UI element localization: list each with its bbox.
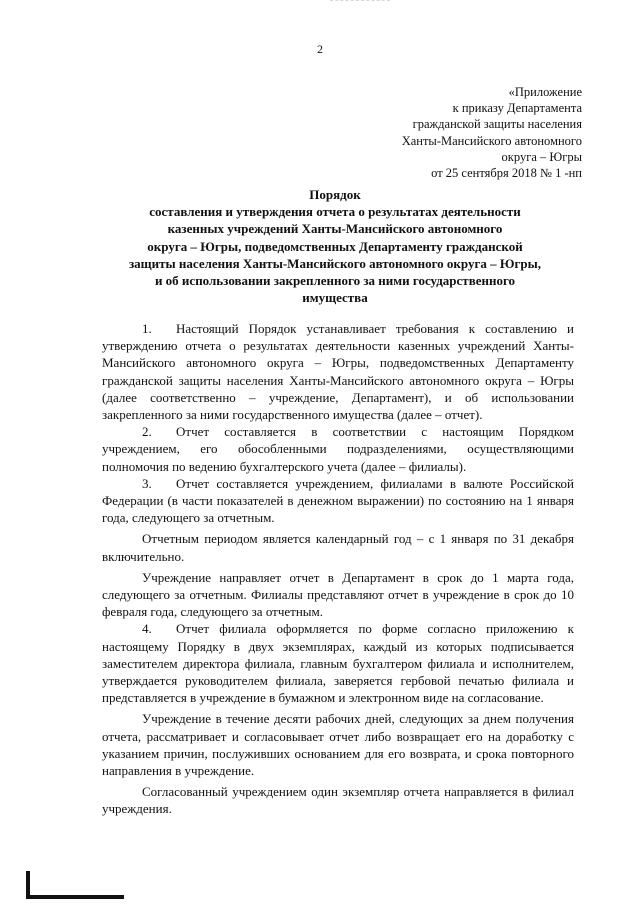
paragraph-text: Отчет составляется в соответствии с настоящим Порядком учреждением, его обособленными подразделениями, осуществляющими полномочия по ведению бухгалтерского учета (далее – филиалы). xyxy=(102,424,574,474)
page-number: 2 xyxy=(317,42,323,56)
title-line: казенных учреждений Ханты-Мансийского автономного xyxy=(167,221,503,237)
appendix-line: «Приложение xyxy=(508,85,582,99)
appendix-reference xyxy=(332,84,582,181)
paragraph-text: Отчет составляется учреждением, филиалами в валюте Российской Федерации (в части показателей в денежном выражении) по состоянию на 1 января года, следующего за отчетным. xyxy=(102,475,574,526)
paragraph-number: 4. xyxy=(142,621,152,637)
appendix-line: Ханты-Мансийского автономного xyxy=(401,133,582,148)
appendix-line: к приказу Департамента xyxy=(452,101,582,116)
paragraph-2 xyxy=(102,423,574,475)
paragraph-1 xyxy=(102,320,574,423)
paragraph-4-review: Учреждение в течение десяти рабочих дней, следующих за днем получения отчета, рассматривает и согласовывает отчет либо возвращает его на доработку с указанием причин, послуживших основанием для его возврата, и срока повторного направления в учреждение. xyxy=(102,711,574,779)
title-line: и об использовании закрепленного за ними государственного xyxy=(154,273,516,289)
title-line: составления и утверждения отчета о результатах деятельности xyxy=(149,204,521,220)
title-line: Порядок xyxy=(309,187,361,202)
scan-artifact xyxy=(330,0,390,15)
title-line: защиты населения Ханты-Мансийского автономного округа – Югры, xyxy=(128,255,542,271)
paragraph-3-reporting-period: Отчетным периодом является календарный год – с 1 января по 31 декабря включительно. xyxy=(102,531,574,564)
title-line: имущества xyxy=(302,290,368,306)
appendix-line: от 25 сентября 2018 № 1 -нп xyxy=(431,166,582,181)
paragraph-number: 3. xyxy=(142,475,152,491)
document-body xyxy=(102,320,574,818)
paragraph-text: Настоящий Порядок устанавливает требования к составлению и утверждению отчета о результатах деятельности казенных учреждений Ханты-Мансийского автономного округа – Югры, подведомственных Департаменту гражданской защиты населения Ханты-Мансийского автономного округа – Югры (далее соответственно – учреждение, Департамент), и об использовании закрепленного за ними государственного имущества (далее – отчет). xyxy=(102,321,574,423)
corner-mark-horizontal xyxy=(26,895,124,899)
scan-corner-mark xyxy=(26,871,124,899)
paragraph-text: Отчет филиала оформляется по форме согласно приложению к настоящему Порядку в двух экземплярах, каждый из которых подписывается заместителем директора филиала, главным бухгалтером филиала и исполнителем, утверждается руководителем филиала, заверяется гербовой печатью филиала и представляется в учреждение в бумажном и электронном виде на согласование. xyxy=(102,621,574,706)
document-title xyxy=(90,186,580,306)
paragraph-number: 1. xyxy=(142,321,152,336)
appendix-line: округа – Югры xyxy=(501,149,582,164)
paragraph-4-approved-copy: Согласованный учреждением один экземпляр отчета направляется в филиал учреждения. xyxy=(102,784,574,817)
paragraph-number: 2. xyxy=(142,424,152,440)
title-line: округа – Югры, подведомственных Департаменту гражданской xyxy=(147,238,523,254)
paragraph-4 xyxy=(102,620,574,706)
paragraph-3-deadlines: Учреждение направляет отчет в Департамент в срок до 1 марта года, следующего за отчетным. Филиалы представляют отчет в учреждение в срок до 10 февраля года, следующего за отчетным. xyxy=(102,569,574,620)
paragraph-3 xyxy=(102,475,574,527)
appendix-line: гражданской защиты населения xyxy=(412,117,582,132)
